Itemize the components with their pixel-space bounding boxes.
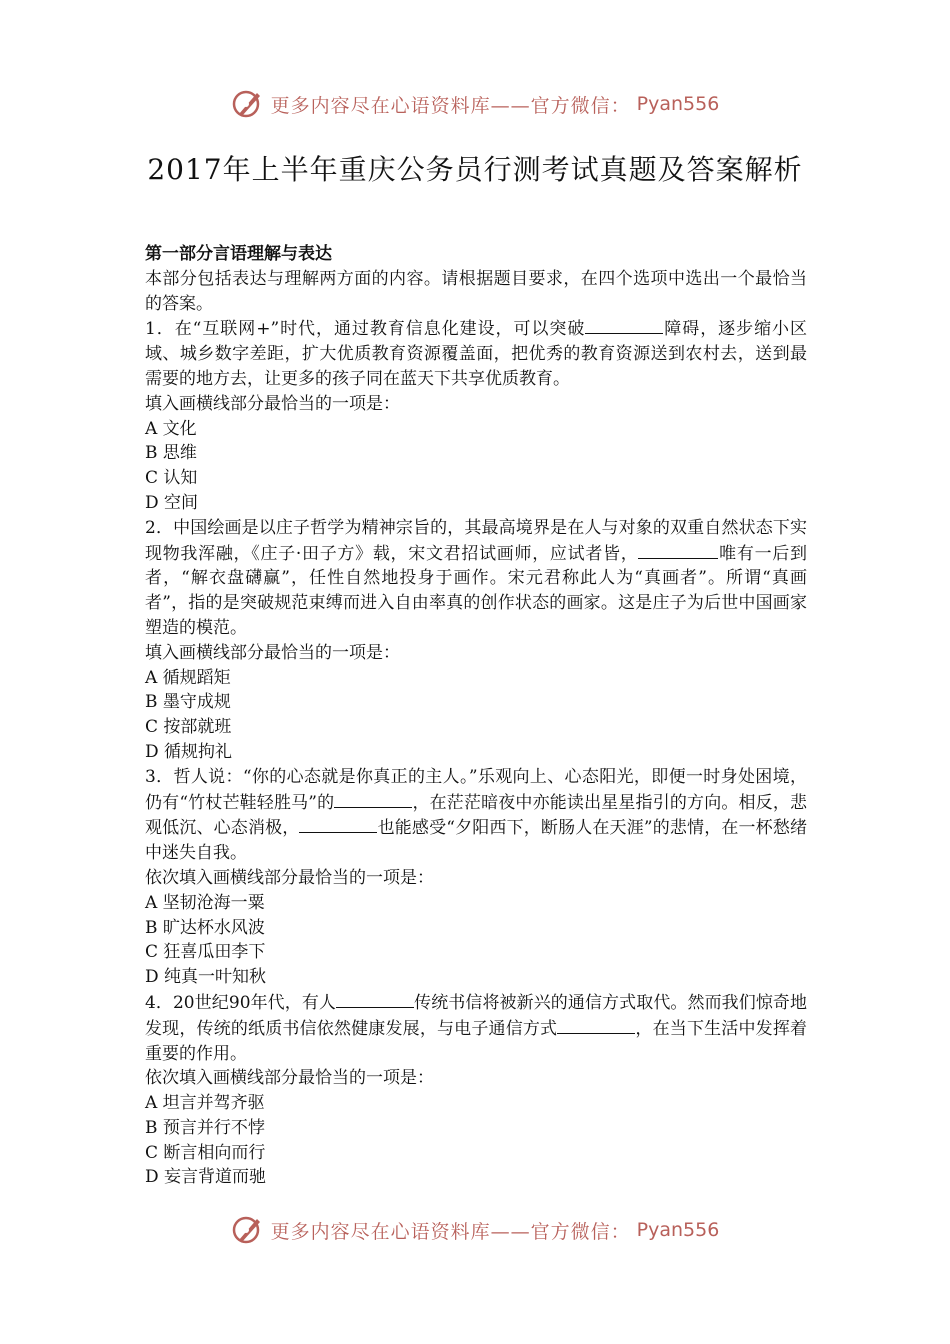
question-2-option-b: B 墨守成规 bbox=[145, 692, 231, 713]
answer-blank bbox=[336, 990, 414, 1008]
question-4-prompt: 依次填入画横线部分最恰当的一项是： bbox=[145, 1068, 434, 1089]
question-4-option-d: D 妄言背道而驰 bbox=[145, 1167, 267, 1188]
question-4-text-a: 4．20世纪90年代，有人 bbox=[145, 992, 337, 1013]
question-4-text-c: ，在当下生活中发挥着重要的作用。 bbox=[145, 1018, 807, 1064]
question-2 bbox=[145, 516, 807, 641]
question-2-prompt: 填入画横线部分最恰当的一项是： bbox=[145, 642, 400, 663]
question-4-text-b: 传统书信将被新兴的通信方式取代。然而我们惊奇地发现，传统的纸质书信依然健康发展，与电子通信方式 bbox=[145, 992, 807, 1039]
answer-blank bbox=[638, 541, 678, 559]
document-body bbox=[145, 242, 807, 1190]
question-3-text-c: 也能感受“夕阳西下，断肠人在天涯”的悲情，在一杯愁绪中迷失自我。 bbox=[145, 818, 808, 864]
question-1-option-a: A 文化 bbox=[145, 418, 197, 439]
pen-logo-icon bbox=[231, 1213, 265, 1247]
question-1 bbox=[145, 316, 807, 391]
header-banner bbox=[0, 84, 950, 124]
section-heading: 第一部分言语理解与表达 bbox=[145, 244, 332, 264]
pen-logo-icon bbox=[231, 87, 265, 121]
question-2-text-a: 2．中国绘画是以庄子哲学为精神宗旨的，其最高境界是在人与对象的双重自然状态下实现物我浑融，《庄子·田子方》载，宋文君招试画师，应试者皆， bbox=[145, 517, 807, 564]
answer-blank bbox=[557, 1016, 635, 1034]
banner-wechat-id: Pyan556 bbox=[636, 93, 720, 115]
question-3-prompt: 依次填入画横线部分最恰当的一项是： bbox=[145, 867, 434, 888]
question-3-text-a: 3．哲人说：“你的心态就是你真正的主人。”乐观向上、心态阳光，即便一时身处困境，仍有“竹杖芒鞋轻胜马”的 bbox=[145, 766, 807, 813]
question-2-option-a: A 循规蹈矩 bbox=[145, 667, 231, 688]
question-1-prompt: 填入画横线部分最恰当的一项是： bbox=[145, 393, 400, 414]
footer-banner bbox=[0, 1210, 950, 1250]
answer-blank bbox=[299, 815, 377, 833]
banner-text: 更多内容尽在心语资料库——官方微信： bbox=[270, 94, 631, 117]
question-2-option-d: D 循规拘礼 bbox=[145, 741, 233, 762]
question-4-option-c: C 断言相向而行 bbox=[145, 1142, 266, 1163]
question-1-option-d: D 空间 bbox=[145, 492, 199, 513]
question-3-option-a: A 坚韧沧海一粟 bbox=[145, 892, 265, 913]
question-1-option-c: C 认知 bbox=[145, 468, 198, 489]
question-4-option-b: B 预言并行不悖 bbox=[145, 1117, 265, 1138]
answer-blank bbox=[334, 790, 412, 808]
question-3-text-b: ，在茫茫暗夜中亦能读出星星指引的方向。相反，悲观低沉、心态消极， bbox=[145, 792, 807, 839]
section-intro: 本部分包括表达与理解两方面的内容。请根据题目要求，在四个选项中选出一个最恰当的答案。 bbox=[145, 268, 807, 314]
answer-blank bbox=[585, 316, 663, 334]
question-4-option-a: A 坦言并驾齐驱 bbox=[145, 1093, 265, 1114]
answer-blank bbox=[678, 541, 718, 559]
question-3-option-b: B 旷达杯水风波 bbox=[145, 917, 265, 938]
question-3 bbox=[145, 765, 807, 866]
question-3-option-d: D 纯真一叶知秋 bbox=[145, 967, 267, 988]
question-2-text-b: 唯有一后到者，“解衣盘礴赢”，任性自然地投身于画作。宋元君称此人为“真画者”。所谓“真画者”，指的是突破规范束缚而进入自由率真的创作状态的画家。这是庄子为后世中国画家塑造的模范。 bbox=[145, 543, 807, 638]
question-2-option-c: C 按部就班 bbox=[145, 717, 232, 738]
banner-wechat-id: Pyan556 bbox=[636, 1219, 720, 1241]
question-3-option-c: C 狂喜瓜田李下 bbox=[145, 942, 266, 963]
banner-text: 更多内容尽在心语资料库——官方微信： bbox=[270, 1220, 631, 1243]
question-1-text-b: 障碍，逐步缩小区域、城乡数字差距，扩大优质教育资源覆盖面，把优秀的教育资源送到农村去，送到最需要的地方去，让更多的孩子同在蓝天下共享优质教育。 bbox=[145, 319, 807, 389]
page-title: 2017年上半年重庆公务员行测考试真题及答案解析 bbox=[147, 153, 803, 186]
question-4 bbox=[145, 990, 807, 1066]
question-1-text-a: 1．在“互联网+”时代，通过教育信息化建设，可以突破 bbox=[145, 319, 586, 340]
question-1-option-b: B 思维 bbox=[145, 443, 197, 464]
